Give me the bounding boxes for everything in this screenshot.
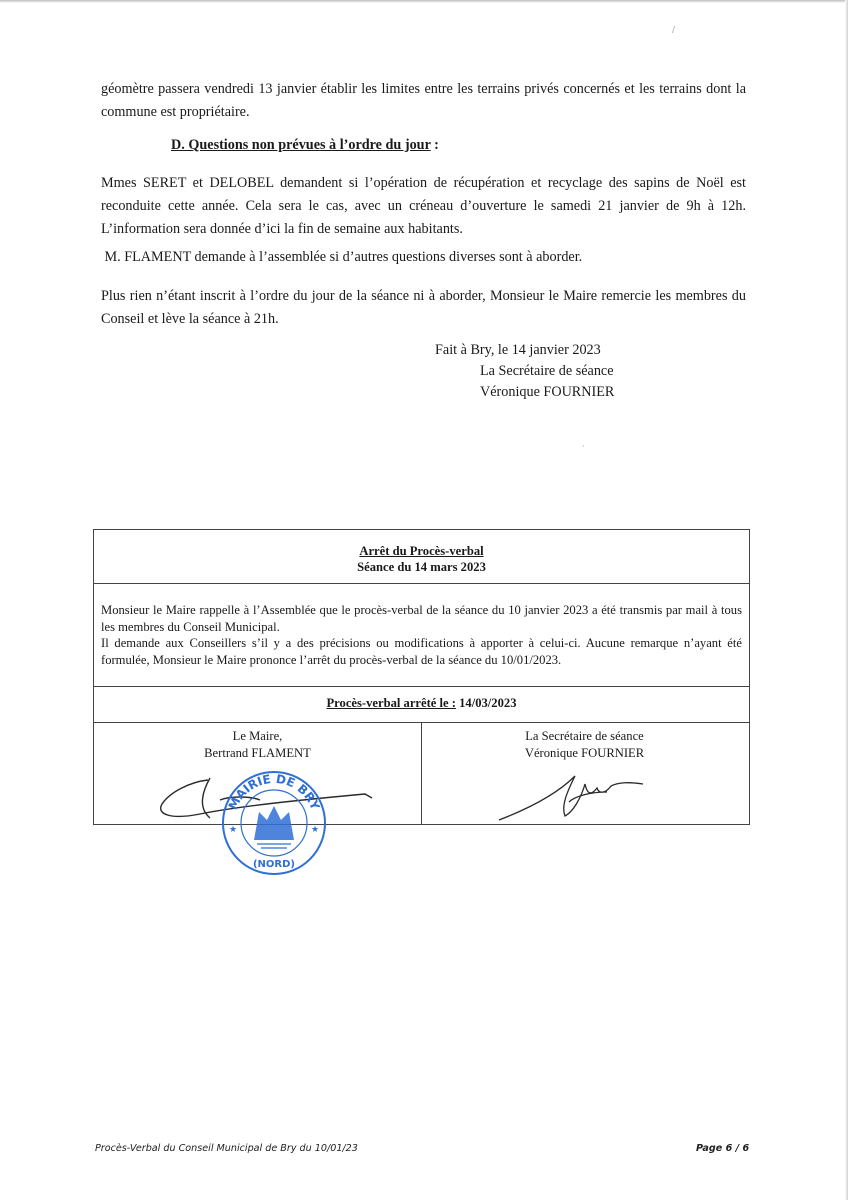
section-heading-title: D. Questions non prévues à l’ordre du jour bbox=[171, 137, 431, 153]
section-heading-colon: : bbox=[430, 137, 439, 153]
svg-text:MAIRIE DE BRY: MAIRIE DE BRY bbox=[225, 771, 323, 812]
maire-name: Bertrand FLAMENT bbox=[204, 746, 311, 760]
section-heading bbox=[171, 137, 439, 154]
paragraph-cloture: Plus rien n’étant inscrit à l’ordre du jour de la séance ni à aborder, Monsieur le Maire remercie les membres du Conseil et lève la séance à 21h. bbox=[101, 288, 746, 327]
scan-speck: · bbox=[582, 442, 585, 451]
svg-text:(NORD): (NORD) bbox=[252, 859, 296, 870]
signature-place-date: Fait à Bry, le 14 janvier 2023 bbox=[435, 342, 601, 358]
pv-arrete-date: 14/03/2023 bbox=[455, 696, 517, 710]
mairie-stamp bbox=[219, 768, 329, 878]
pv-arrete-line bbox=[94, 696, 749, 711]
pv-box-paragraph-1: Monsieur le Maire rappelle à l’Assemblée que le procès-verbal de la séance du 10 janvier 2023 a été transmis par mail à tous les membres du Conseil Municipal. bbox=[101, 603, 742, 634]
paragraph-questions: M. FLAMENT demande à l’assemblée si d’autres questions diverses sont à aborder. bbox=[101, 249, 583, 265]
paragraph-sapins: Mmes SERET et DELOBEL demandent si l’opération de récupération et recyclage des sapins de Noël est reconduite cette année. Cela sera le cas, avec un créneau d’ouverture le samedi 21 janvier de 9h à 12h. L’information sera donnée d’ici la fin de semaine aux habitants. bbox=[101, 175, 746, 237]
secretaire-role: La Secrétaire de séance bbox=[525, 729, 644, 743]
footer-document-title: Procès-Verbal du Conseil Municipal de Bry du 10/01/23 bbox=[95, 1143, 358, 1154]
pv-box-divider bbox=[94, 686, 749, 687]
svg-text:★: ★ bbox=[229, 825, 238, 835]
maire-role: Le Maire, bbox=[232, 729, 283, 743]
pv-box-header bbox=[94, 530, 749, 584]
pv-box-subtitle: Séance du 14 mars 2023 bbox=[357, 560, 486, 574]
svg-text:★: ★ bbox=[311, 825, 320, 835]
pv-arrete-label: Procès-verbal arrêté le : bbox=[326, 696, 456, 710]
footer-page-number: Page 6 / 6 bbox=[696, 1143, 750, 1154]
scan-edge-top bbox=[0, 0, 848, 3]
pv-box-paragraph-2: Il demande aux Conseillers s’il y a des précisions ou modifications à apporter à celui-ci. Aucune remarque n’ayant été formulée, Monsieur le Maire prononce l’arrêt du procès-verbal de la séance du 10/01/2023. bbox=[101, 636, 742, 667]
signature-name: Véronique FOURNIER bbox=[480, 384, 615, 400]
scan-speck: / bbox=[672, 24, 676, 36]
signature-role: La Secrétaire de séance bbox=[480, 363, 614, 379]
pv-box-body bbox=[101, 602, 742, 668]
secretaire-name: Véronique FOURNIER bbox=[524, 746, 645, 760]
maire-signature-column bbox=[94, 728, 421, 762]
paragraph-geometre: géomètre passera vendredi 13 janvier établir les limites entre les terrains privés concernés et les terrains dont la commune est propriétaire. bbox=[101, 81, 746, 120]
secretaire-handwritten-signature bbox=[495, 762, 655, 826]
pv-box-title: Arrêt du Procès-verbal bbox=[359, 544, 484, 558]
secretaire-signature-column bbox=[421, 728, 748, 762]
